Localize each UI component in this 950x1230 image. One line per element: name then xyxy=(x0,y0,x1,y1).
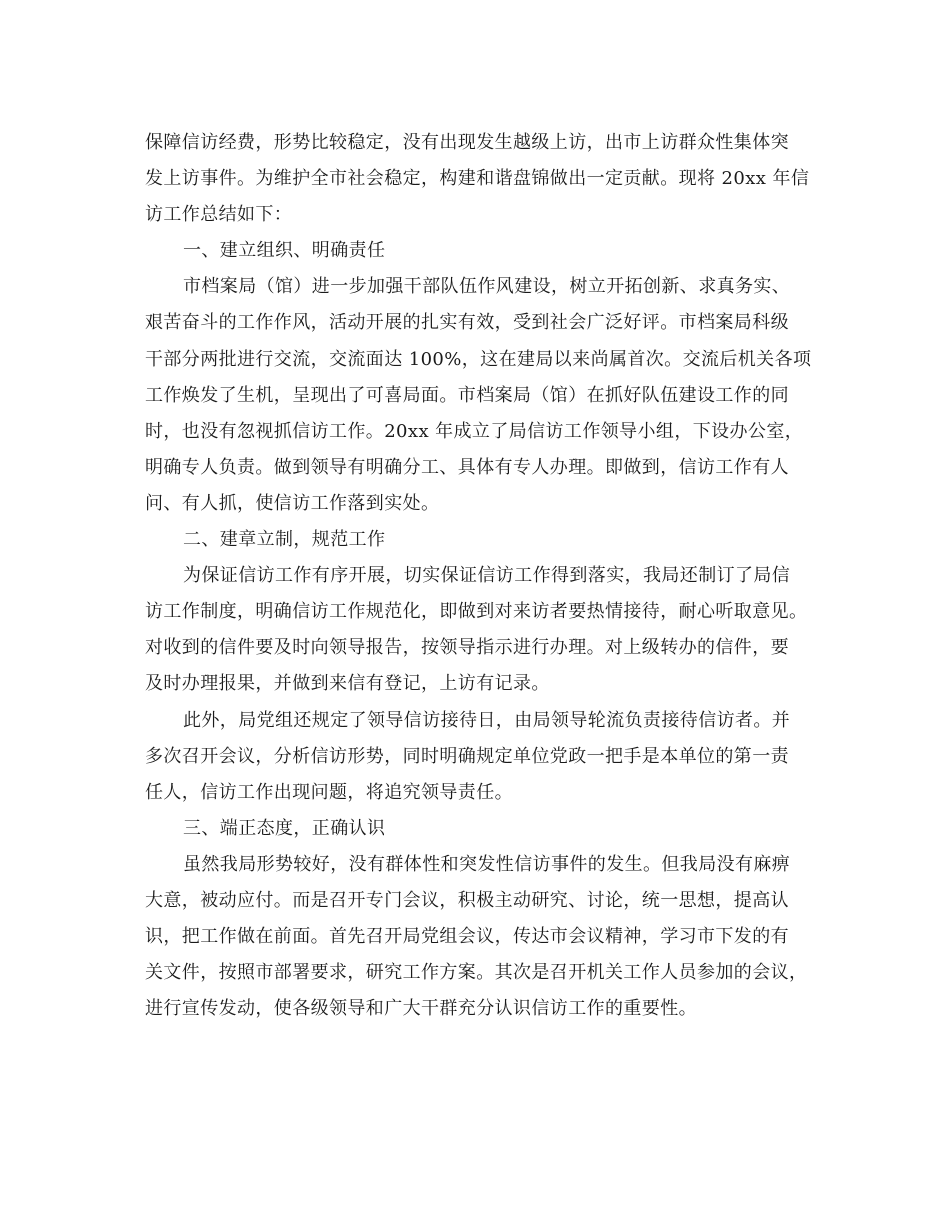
paragraph-line: 艰苦奋斗的工作作风，活动开展的扎实有效，受到社会广泛好评。市档案局科级 xyxy=(145,312,789,334)
paragraph-line: 识，把工作做在前面。首先召开局党组会议，传达市会议精神，学习市下发的有 xyxy=(145,926,789,948)
paragraph-line: 多次召开会议，分析信访形势，同时明确规定单位党政一把手是本单位的第一责 xyxy=(145,745,789,767)
paragraph-line: 访工作总结如下： xyxy=(145,204,293,226)
paragraph-line: 工作焕发了生机，呈现出了可喜局面。市档案局（馆）在抓好队伍建设工作的同 xyxy=(145,384,789,406)
paragraph-line: 时，也没有忽视抓信访工作。20xx 年成立了局信访工作领导小组，下设办公室， xyxy=(145,420,804,442)
paragraph-line: 市档案局（馆）进一步加强干部队伍作风建设，树立开拓创新、求真务实、 xyxy=(183,276,791,298)
paragraph-line: 对收到的信件要及时向领导报告，按领导指示进行办理。对上级转办的信件，要 xyxy=(145,637,789,659)
paragraph-line: 保障信访经费，形势比较稳定，没有出现发生越级上访，出市上访群众性集体突 xyxy=(145,132,789,153)
paragraph-line: 进行宣传发动，使各级领导和广大干群充分认识信访工作的重要性。 xyxy=(145,998,697,1020)
section-heading: 三、端正态度，正确认识 xyxy=(183,817,386,839)
paragraph-line: 关文件，按照市部署要求，研究工作方案。其次是召开机关工作人员参加的会议， xyxy=(145,962,808,984)
paragraph-line: 任人，信访工作出现问题，将追究领导责任。 xyxy=(145,781,513,803)
paragraph-line: 问、有人抓，使信访工作落到实处。 xyxy=(145,492,440,514)
paragraph-line: 虽然我局形势较好，没有群体性和突发性信访事件的发生。但我局没有麻痹 xyxy=(183,853,791,875)
paragraph-line: 为保证信访工作有序开展，切实保证信访工作得到落实，我局还制订了局信 xyxy=(183,565,791,587)
paragraph-line: 访工作制度，明确信访工作规范化，即做到对来访者要热情接待，耐心听取意见。 xyxy=(145,601,808,623)
paragraph-line: 此外，局党组还规定了领导信访接待日，由局领导轮流负责接待信访者。并 xyxy=(183,709,791,731)
paragraph-line: 及时办理报果，并做到来信有登记，上访有记录。 xyxy=(145,673,550,695)
section-heading: 二、建章立制，规范工作 xyxy=(183,529,386,551)
paragraph-line: 大意，被动应付。而是召开专门会议，积极主动研究、讨论，统一思想，提高认 xyxy=(145,889,789,911)
paragraph-line: 发上访事件。为维护全市社会稳定，构建和谐盘锦做出一定贡献。现将 20xx 年信 xyxy=(145,168,810,190)
document-body xyxy=(145,125,820,1027)
paragraph-line: 干部分两批进行交流，交流面达 100%，这在建局以来尚属首次。交流后机关各项 xyxy=(145,348,812,370)
section-heading: 一、建立组织、明确责任 xyxy=(183,240,386,262)
paragraph-line: 明确专人负责。做到领导有明确分工、具体有专人办理。即做到，信访工作有人 xyxy=(145,456,789,478)
